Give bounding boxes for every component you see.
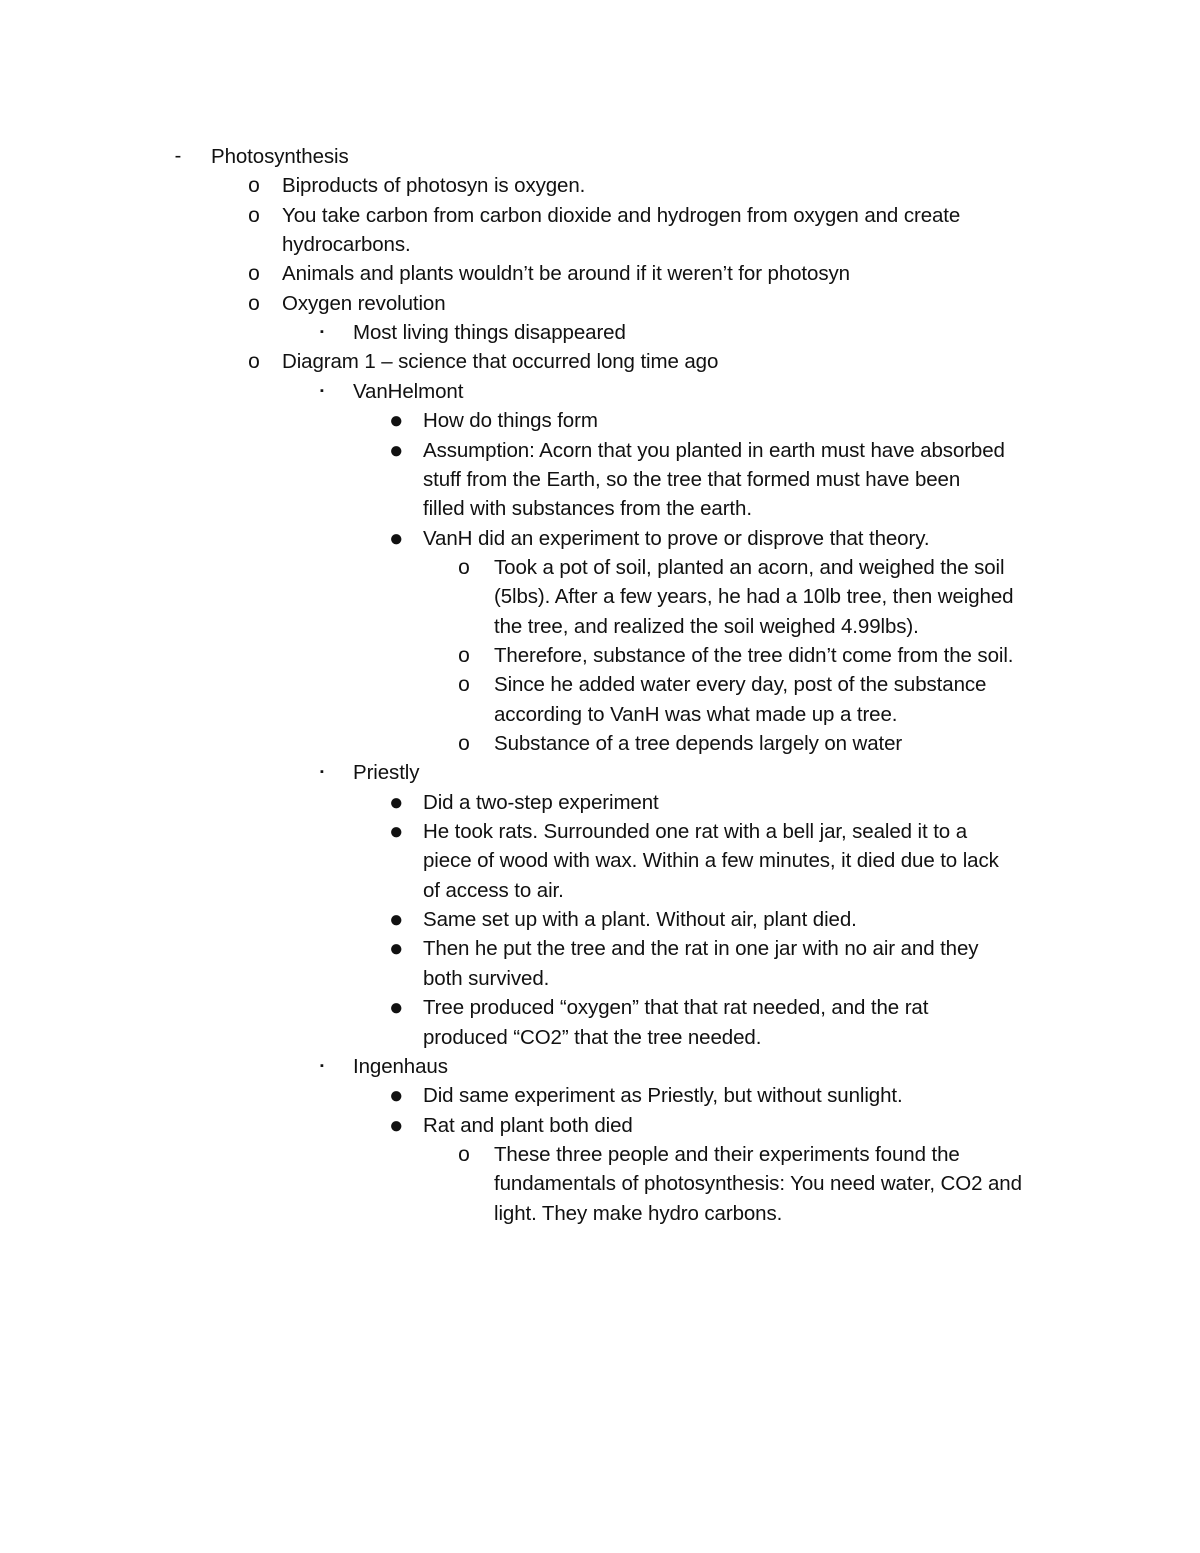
outline-item-line: fundamentals of photosynthesis: You need water, CO2 and bbox=[494, 1172, 1022, 1196]
outline-item-line: hydrocarbons. bbox=[282, 233, 411, 257]
outline-item-line: both survived. bbox=[423, 966, 550, 990]
outline-item-line: Took a pot of soil, planted an acorn, and weighed the soil bbox=[494, 555, 1005, 579]
square-bullet-icon: ▪ bbox=[320, 326, 324, 339]
square-bullet-icon: ▪ bbox=[320, 1059, 324, 1072]
outline-item-line: VanH did an experiment to prove or disprove that theory. bbox=[423, 526, 930, 550]
outline-item-line: Most living things disappeared bbox=[353, 321, 626, 345]
dot-bullet-icon: ● bbox=[389, 994, 404, 1022]
outline-item-line: Same set up with a plant. Without air, plant died. bbox=[423, 908, 857, 932]
dot-bullet-icon: ● bbox=[389, 1082, 404, 1110]
outline-item-line: Did a two-step experiment bbox=[423, 790, 659, 814]
outline-item-line: filled with substances from the earth. bbox=[423, 497, 752, 521]
square-bullet-icon: ▪ bbox=[320, 766, 324, 779]
circle-bullet-icon: o bbox=[458, 1142, 470, 1166]
outline-item-line: Priestly bbox=[353, 761, 420, 785]
outline-item-line: Then he put the tree and the rat in one jar with no air and they bbox=[423, 937, 979, 961]
outline-item-line: Animals and plants wouldn’t be around if it weren’t for photosyn bbox=[282, 262, 850, 286]
outline-item-line: Biproducts of photosyn is oxygen. bbox=[282, 174, 586, 198]
dot-bullet-icon: ● bbox=[389, 407, 404, 435]
outline-item-line: Substance of a tree depends largely on water bbox=[494, 732, 903, 755]
circle-bullet-icon: o bbox=[458, 732, 470, 755]
dash-bullet-icon: - bbox=[174, 145, 182, 167]
outline-item-line: produced “CO2” that the tree needed. bbox=[423, 1025, 762, 1049]
outline-item-line: Oxygen revolution bbox=[282, 291, 446, 315]
outline-item-line: Ingenhaus bbox=[353, 1054, 448, 1078]
circle-bullet-icon: o bbox=[458, 673, 470, 697]
dot-bullet-icon: ● bbox=[389, 906, 404, 934]
outline-item-line: the tree, and realized the soil weighed 4.99lbs). bbox=[494, 614, 919, 638]
circle-bullet-icon: o bbox=[248, 291, 260, 315]
outline-item-line: VanHelmont bbox=[353, 379, 464, 403]
outline-item-line: according to VanH was what made up a tree. bbox=[494, 702, 898, 726]
outline-item-line: Since he added water every day, post of the substance bbox=[494, 673, 987, 697]
outline-item-line: He took rats. Surrounded one rat with a bell jar, sealed it to a bbox=[423, 820, 967, 844]
outline-item-line: (5lbs). After a few years, he had a 10lb tree, then weighed bbox=[494, 585, 1014, 609]
outline-item-line: Tree produced “oxygen” that that rat needed, and the rat bbox=[423, 996, 929, 1020]
dot-bullet-icon: ● bbox=[389, 788, 404, 816]
outline-item-line: stuff from the Earth, so the tree that formed must have been bbox=[423, 467, 961, 491]
outline-item-line: Assumption: Acorn that you planted in earth must have absorbed bbox=[423, 438, 1005, 462]
outline-item-line: Did same experiment as Priestly, but without sunlight. bbox=[423, 1084, 903, 1108]
dot-bullet-icon: ● bbox=[389, 935, 404, 963]
square-bullet-icon: ▪ bbox=[320, 384, 324, 397]
outline-item-line: light. They make hydro carbons. bbox=[494, 1201, 783, 1225]
outline-item-line: These three people and their experiments found the bbox=[494, 1142, 960, 1166]
circle-bullet-icon: o bbox=[458, 643, 470, 667]
outline-item-line: of access to air. bbox=[423, 878, 564, 902]
circle-bullet-icon: o bbox=[248, 203, 260, 227]
dot-bullet-icon: ● bbox=[389, 524, 404, 552]
outline-item-line: Rat and plant both died bbox=[423, 1113, 633, 1137]
circle-bullet-icon: o bbox=[248, 262, 260, 286]
dot-bullet-icon: ● bbox=[389, 436, 404, 464]
dot-bullet-icon: ● bbox=[389, 1111, 404, 1139]
outline-item-line: How do things form bbox=[423, 409, 598, 433]
circle-bullet-icon: o bbox=[458, 555, 470, 579]
circle-bullet-icon: o bbox=[248, 174, 260, 198]
circle-bullet-icon: o bbox=[248, 350, 260, 374]
outline-item-line: Photosynthesis bbox=[211, 145, 349, 168]
outline-item-line: Therefore, substance of the tree didn’t come from the soil. bbox=[494, 643, 1014, 667]
outline-item-line: piece of wood with wax. Within a few minutes, it died due to lack bbox=[423, 849, 999, 873]
outline-item-line: You take carbon from carbon dioxide and hydrogen from oxygen and create bbox=[282, 203, 961, 227]
dot-bullet-icon: ● bbox=[389, 818, 404, 846]
outline-item-line: Diagram 1 – science that occurred long time ago bbox=[282, 350, 719, 374]
